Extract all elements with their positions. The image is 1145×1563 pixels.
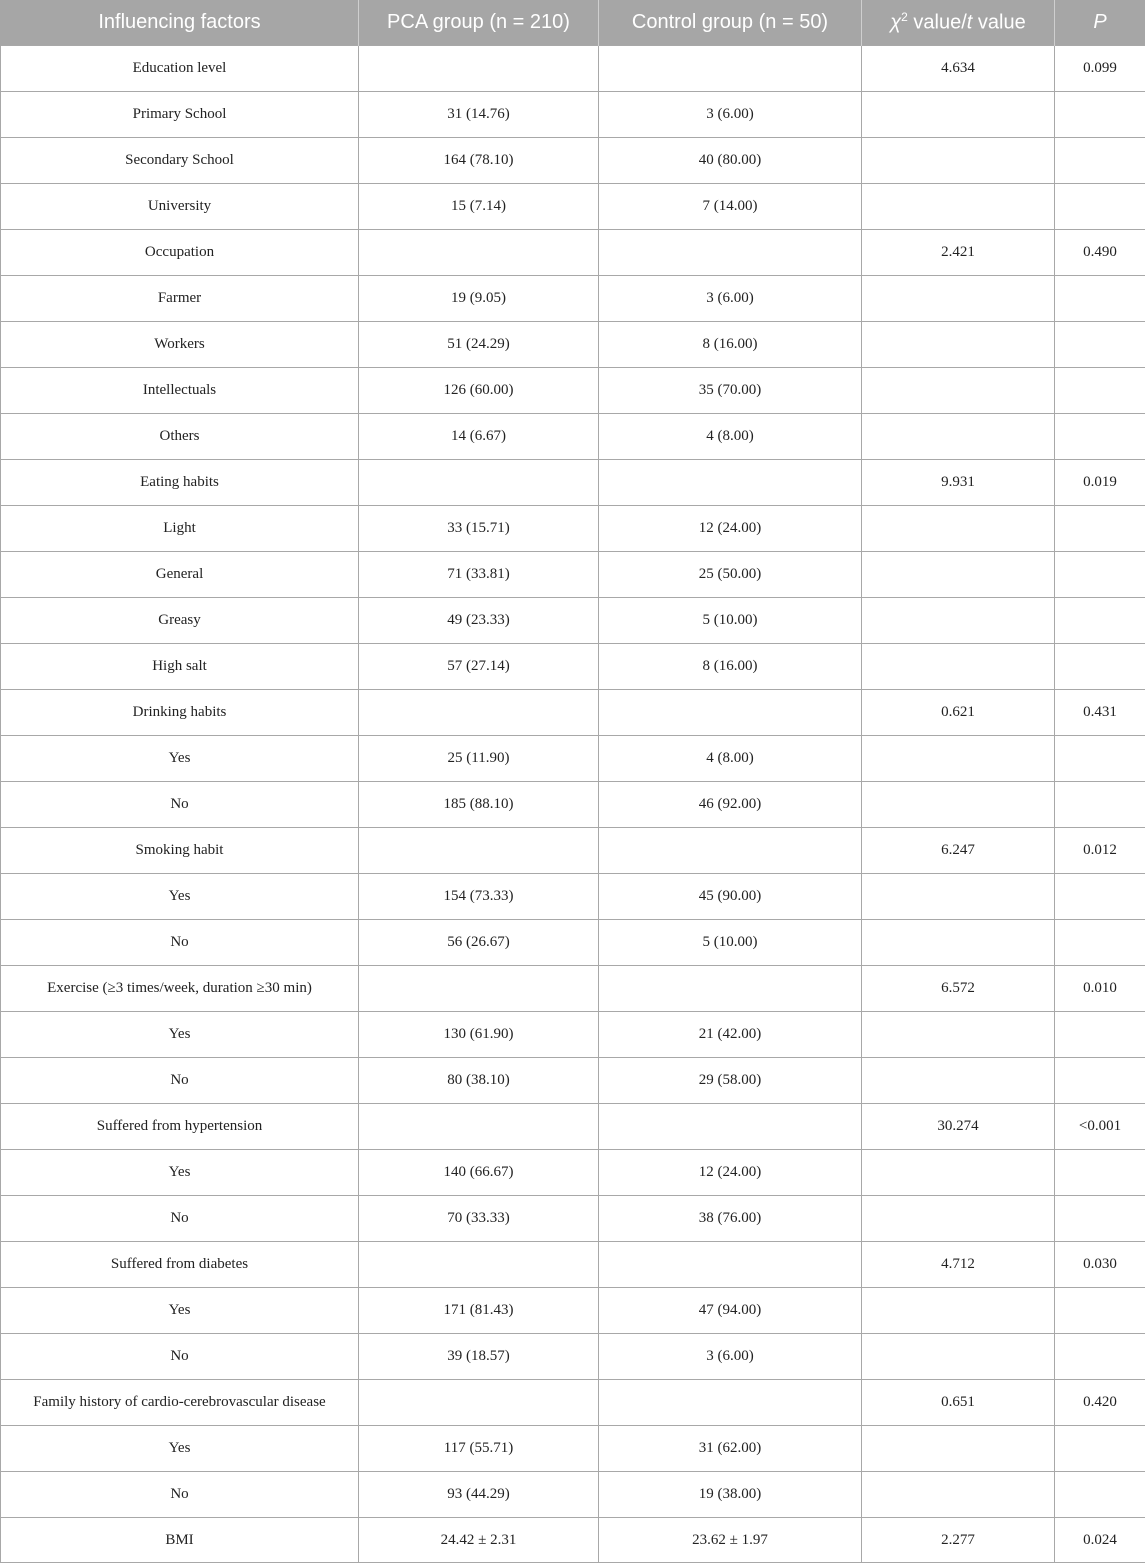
cell-factor: No xyxy=(1,1472,359,1518)
cell-statistic xyxy=(862,92,1055,138)
table-row xyxy=(1,1196,1145,1242)
table-row xyxy=(1,230,1145,276)
cell-factor: Primary School xyxy=(1,92,359,138)
header-statistic xyxy=(862,0,1055,46)
cell-statistic xyxy=(862,506,1055,552)
cell-statistic: 6.247 xyxy=(862,828,1055,874)
table-row xyxy=(1,1472,1145,1518)
cell-pca-group: 70 (33.33) xyxy=(359,1196,599,1242)
cell-p-value xyxy=(1055,414,1145,460)
cell-control-group xyxy=(599,690,862,736)
header-p-value: P xyxy=(1055,0,1145,46)
header-stat-t: t xyxy=(967,12,973,34)
cell-statistic xyxy=(862,184,1055,230)
cell-statistic: 0.651 xyxy=(862,1380,1055,1426)
cell-p-value: <0.001 xyxy=(1055,1104,1145,1150)
cell-p-value xyxy=(1055,644,1145,690)
table-body xyxy=(1,46,1145,1563)
cell-p-value xyxy=(1055,1334,1145,1380)
cell-factor: Others xyxy=(1,414,359,460)
table-row xyxy=(1,552,1145,598)
cell-p-value xyxy=(1055,1196,1145,1242)
cell-pca-group: 140 (66.67) xyxy=(359,1150,599,1196)
cell-pca-group: 154 (73.33) xyxy=(359,874,599,920)
table-row xyxy=(1,782,1145,828)
cell-p-value: 0.024 xyxy=(1055,1518,1145,1563)
cell-control-group: 40 (80.00) xyxy=(599,138,862,184)
header-stat-mid: value/ xyxy=(908,12,967,34)
cell-pca-group: 31 (14.76) xyxy=(359,92,599,138)
table-row xyxy=(1,828,1145,874)
cell-pca-group: 93 (44.29) xyxy=(359,1472,599,1518)
cell-statistic: 9.931 xyxy=(862,460,1055,506)
cell-control-group: 7 (14.00) xyxy=(599,184,862,230)
cell-statistic xyxy=(862,1150,1055,1196)
cell-control-group: 23.62 ± 1.97 xyxy=(599,1518,862,1563)
cell-factor: No xyxy=(1,1334,359,1380)
cell-pca-group: 19 (9.05) xyxy=(359,276,599,322)
cell-control-group: 38 (76.00) xyxy=(599,1196,862,1242)
cell-control-group: 12 (24.00) xyxy=(599,506,862,552)
cell-factor: Suffered from diabetes xyxy=(1,1242,359,1288)
cell-pca-group: 49 (23.33) xyxy=(359,598,599,644)
cell-pca-group: 171 (81.43) xyxy=(359,1288,599,1334)
cell-factor: No xyxy=(1,1196,359,1242)
table-row xyxy=(1,276,1145,322)
table-row xyxy=(1,874,1145,920)
cell-statistic xyxy=(862,1058,1055,1104)
cell-p-value xyxy=(1055,782,1145,828)
cell-p-value xyxy=(1055,1472,1145,1518)
cell-p-value xyxy=(1055,1288,1145,1334)
cell-factor: No xyxy=(1,782,359,828)
header-row xyxy=(1,0,1145,46)
cell-factor: Yes xyxy=(1,1288,359,1334)
cell-factor: Intellectuals xyxy=(1,368,359,414)
table-row xyxy=(1,460,1145,506)
cell-p-value xyxy=(1055,92,1145,138)
cell-p-value xyxy=(1055,874,1145,920)
cell-factor: High salt xyxy=(1,644,359,690)
cell-p-value xyxy=(1055,184,1145,230)
cell-factor: Yes xyxy=(1,874,359,920)
cell-factor: Farmer xyxy=(1,276,359,322)
table-row xyxy=(1,1058,1145,1104)
cell-pca-group: 164 (78.10) xyxy=(359,138,599,184)
table-row xyxy=(1,644,1145,690)
table-row xyxy=(1,138,1145,184)
cell-control-group xyxy=(599,460,862,506)
cell-p-value: 0.012 xyxy=(1055,828,1145,874)
cell-control-group: 3 (6.00) xyxy=(599,276,862,322)
cell-p-value: 0.010 xyxy=(1055,966,1145,1012)
cell-pca-group xyxy=(359,46,599,92)
cell-control-group: 4 (8.00) xyxy=(599,736,862,782)
cell-control-group: 5 (10.00) xyxy=(599,598,862,644)
cell-statistic xyxy=(862,874,1055,920)
cell-p-value: 0.019 xyxy=(1055,460,1145,506)
cell-factor: Workers xyxy=(1,322,359,368)
cell-statistic: 4.634 xyxy=(862,46,1055,92)
cell-factor: Light xyxy=(1,506,359,552)
table-row xyxy=(1,1426,1145,1472)
table-row xyxy=(1,368,1145,414)
table-row xyxy=(1,690,1145,736)
table-row xyxy=(1,1150,1145,1196)
cell-control-group: 35 (70.00) xyxy=(599,368,862,414)
cell-p-value xyxy=(1055,322,1145,368)
cell-factor: Occupation xyxy=(1,230,359,276)
cell-control-group: 12 (24.00) xyxy=(599,1150,862,1196)
table-row xyxy=(1,46,1145,92)
table-row xyxy=(1,598,1145,644)
cell-factor: Greasy xyxy=(1,598,359,644)
table-row xyxy=(1,414,1145,460)
cell-control-group: 21 (42.00) xyxy=(599,1012,862,1058)
cell-factor: University xyxy=(1,184,359,230)
cell-pca-group: 130 (61.90) xyxy=(359,1012,599,1058)
cell-pca-group: 126 (60.00) xyxy=(359,368,599,414)
cell-statistic: 0.621 xyxy=(862,690,1055,736)
table-row xyxy=(1,506,1145,552)
cell-control-group xyxy=(599,46,862,92)
table-row xyxy=(1,736,1145,782)
cell-control-group: 5 (10.00) xyxy=(599,920,862,966)
cell-p-value xyxy=(1055,1426,1145,1472)
cell-factor: Suffered from hypertension xyxy=(1,1104,359,1150)
cell-statistic xyxy=(862,552,1055,598)
cell-statistic xyxy=(862,1196,1055,1242)
cell-control-group xyxy=(599,966,862,1012)
cell-pca-group xyxy=(359,1104,599,1150)
cell-p-value xyxy=(1055,598,1145,644)
cell-statistic xyxy=(862,736,1055,782)
table-row xyxy=(1,92,1145,138)
cell-factor: Yes xyxy=(1,1426,359,1472)
cell-p-value xyxy=(1055,138,1145,184)
cell-factor: Exercise (≥3 times/week, duration ≥30 min) xyxy=(1,966,359,1012)
cell-factor: General xyxy=(1,552,359,598)
cell-pca-group xyxy=(359,828,599,874)
cell-statistic: 2.421 xyxy=(862,230,1055,276)
cell-p-value: 0.431 xyxy=(1055,690,1145,736)
cell-pca-group xyxy=(359,230,599,276)
table-row xyxy=(1,1242,1145,1288)
cell-p-value: 0.490 xyxy=(1055,230,1145,276)
cell-statistic xyxy=(862,644,1055,690)
cell-statistic xyxy=(862,1012,1055,1058)
header-stat-chi: χ xyxy=(890,12,901,34)
cell-p-value xyxy=(1055,1150,1145,1196)
cell-statistic: 30.274 xyxy=(862,1104,1055,1150)
cell-control-group: 8 (16.00) xyxy=(599,322,862,368)
cell-factor: BMI xyxy=(1,1518,359,1563)
cell-p-value xyxy=(1055,736,1145,782)
cell-pca-group: 33 (15.71) xyxy=(359,506,599,552)
cell-p-value: 0.420 xyxy=(1055,1380,1145,1426)
cell-factor: Education level xyxy=(1,46,359,92)
cell-control-group: 3 (6.00) xyxy=(599,1334,862,1380)
table-row xyxy=(1,1288,1145,1334)
cell-p-value xyxy=(1055,552,1145,598)
cell-pca-group: 39 (18.57) xyxy=(359,1334,599,1380)
cell-p-value xyxy=(1055,1012,1145,1058)
cell-p-value: 0.099 xyxy=(1055,46,1145,92)
cell-pca-group: 57 (27.14) xyxy=(359,644,599,690)
cell-factor: Yes xyxy=(1,736,359,782)
cell-pca-group: 117 (55.71) xyxy=(359,1426,599,1472)
cell-p-value xyxy=(1055,920,1145,966)
table-row xyxy=(1,1012,1145,1058)
cell-statistic xyxy=(862,138,1055,184)
cell-statistic: 4.712 xyxy=(862,1242,1055,1288)
cell-statistic xyxy=(862,598,1055,644)
cell-factor: Eating habits xyxy=(1,460,359,506)
cell-control-group xyxy=(599,1380,862,1426)
cell-control-group: 45 (90.00) xyxy=(599,874,862,920)
cell-factor: Yes xyxy=(1,1012,359,1058)
cell-control-group: 8 (16.00) xyxy=(599,644,862,690)
cell-statistic xyxy=(862,276,1055,322)
header-factors: Influencing factors xyxy=(1,0,359,46)
cell-statistic xyxy=(862,368,1055,414)
cell-pca-group: 80 (38.10) xyxy=(359,1058,599,1104)
cell-statistic xyxy=(862,1472,1055,1518)
cell-pca-group xyxy=(359,966,599,1012)
cell-pca-group xyxy=(359,1242,599,1288)
cell-factor: Family history of cardio-cerebrovascular disease xyxy=(1,1380,359,1426)
cell-statistic xyxy=(862,1426,1055,1472)
cell-control-group: 25 (50.00) xyxy=(599,552,862,598)
cell-p-value xyxy=(1055,368,1145,414)
cell-control-group: 31 (62.00) xyxy=(599,1426,862,1472)
cell-statistic xyxy=(862,782,1055,828)
header-stat-sup: 2 xyxy=(901,10,908,24)
cell-control-group: 29 (58.00) xyxy=(599,1058,862,1104)
table-row xyxy=(1,920,1145,966)
table-row xyxy=(1,966,1145,1012)
cell-factor: No xyxy=(1,1058,359,1104)
cell-pca-group: 15 (7.14) xyxy=(359,184,599,230)
cell-pca-group: 185 (88.10) xyxy=(359,782,599,828)
header-pca-group: PCA group (n = 210) xyxy=(359,0,599,46)
cell-factor: Drinking habits xyxy=(1,690,359,736)
cell-pca-group xyxy=(359,690,599,736)
cell-pca-group: 51 (24.29) xyxy=(359,322,599,368)
cell-factor: Smoking habit xyxy=(1,828,359,874)
cell-factor: Secondary School xyxy=(1,138,359,184)
cell-p-value xyxy=(1055,1058,1145,1104)
cell-control-group xyxy=(599,1242,862,1288)
cell-pca-group: 25 (11.90) xyxy=(359,736,599,782)
table-row xyxy=(1,1518,1145,1563)
table-row xyxy=(1,184,1145,230)
cell-control-group: 4 (8.00) xyxy=(599,414,862,460)
cell-statistic: 6.572 xyxy=(862,966,1055,1012)
cell-pca-group: 71 (33.81) xyxy=(359,552,599,598)
cell-control-group xyxy=(599,1104,862,1150)
cell-control-group: 47 (94.00) xyxy=(599,1288,862,1334)
table-row xyxy=(1,322,1145,368)
cell-pca-group: 24.42 ± 2.31 xyxy=(359,1518,599,1563)
cell-p-value xyxy=(1055,276,1145,322)
cell-pca-group xyxy=(359,460,599,506)
cell-factor: No xyxy=(1,920,359,966)
cell-statistic xyxy=(862,414,1055,460)
table-row xyxy=(1,1104,1145,1150)
header-stat-end: value xyxy=(972,12,1025,34)
cell-statistic xyxy=(862,322,1055,368)
cell-pca-group: 14 (6.67) xyxy=(359,414,599,460)
cell-factor: Yes xyxy=(1,1150,359,1196)
table-row xyxy=(1,1380,1145,1426)
cell-control-group xyxy=(599,230,862,276)
cell-pca-group xyxy=(359,1380,599,1426)
cell-control-group: 19 (38.00) xyxy=(599,1472,862,1518)
cell-control-group xyxy=(599,828,862,874)
cell-p-value xyxy=(1055,506,1145,552)
cell-statistic: 2.277 xyxy=(862,1518,1055,1563)
cell-p-value: 0.030 xyxy=(1055,1242,1145,1288)
cell-control-group: 46 (92.00) xyxy=(599,782,862,828)
cell-control-group: 3 (6.00) xyxy=(599,92,862,138)
cell-statistic xyxy=(862,1334,1055,1380)
cell-statistic xyxy=(862,920,1055,966)
cell-statistic xyxy=(862,1288,1055,1334)
cell-pca-group: 56 (26.67) xyxy=(359,920,599,966)
table-header xyxy=(1,0,1145,46)
table-row xyxy=(1,1334,1145,1380)
header-control-group: Control group (n = 50) xyxy=(599,0,862,46)
